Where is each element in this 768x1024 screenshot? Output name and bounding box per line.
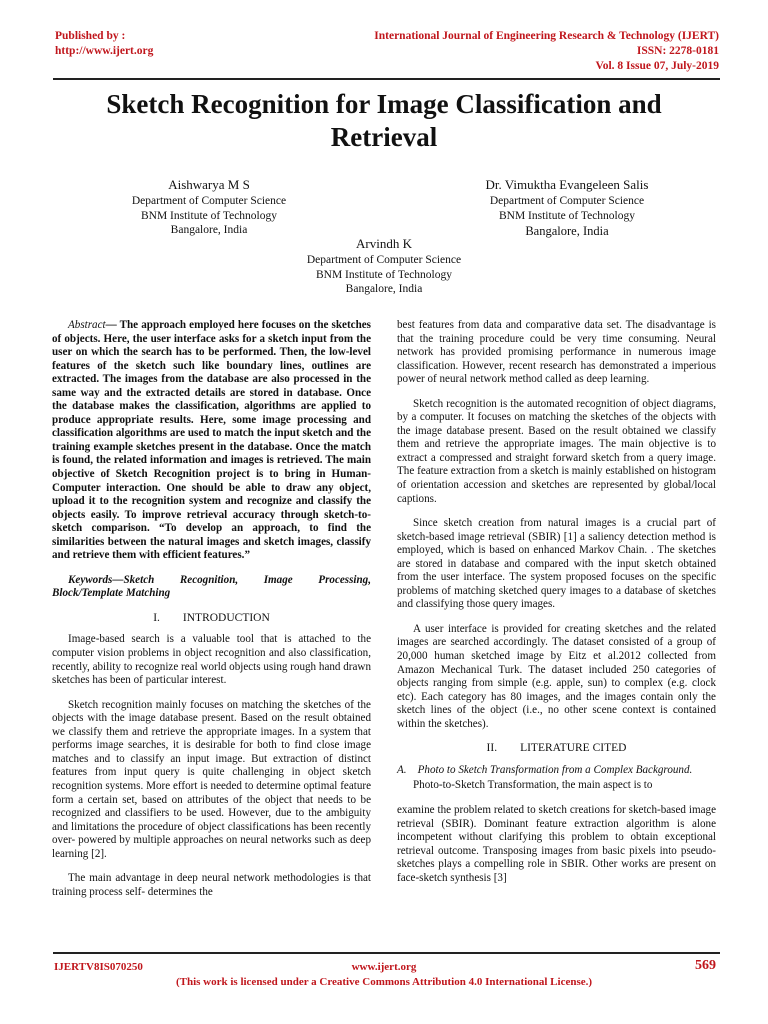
author-block-3 <box>270 235 498 297</box>
keywords-text: Sketch Recognition, Image Processing, Block/Template Matching <box>52 573 371 600</box>
author-name: Dr. Vimuktha Evangeleen Salis <box>485 177 649 192</box>
abstract <box>52 319 371 563</box>
footer-site-link[interactable]: www.ijert.org <box>351 961 417 973</box>
paragraph: Image-based search is a valuable tool that is attached to the computer vision problems in object recognition and also classification, recently, ability to recognize real world objects using rough hand drawn sketches has been of particular interest. <box>52 633 371 687</box>
keywords-label: Keywords— <box>68 573 124 586</box>
paragraph: best features from data and comparative data set. The disadvantage is that the training procedure could be very time consuming. Neural network has provided promising performance in numerous image classification. However, recent research has demonstrated a imperious power of neural network method called as deep learning. <box>397 319 716 386</box>
section-heading: I. INTRODUCTION <box>153 611 270 624</box>
paper-id: IJERTV8IS070250 <box>54 961 143 973</box>
author-name: Aishwarya M S <box>168 177 250 192</box>
author-loc: Bangalore, India <box>170 224 248 236</box>
publisher-label: Published by : <box>55 30 126 42</box>
paper-title <box>40 88 728 154</box>
abstract-label: Abstract <box>68 319 106 331</box>
volume-issue: Vol. 8 Issue 07, July-2019 <box>595 60 719 72</box>
author-inst: BNM Institute of Technology <box>315 268 452 281</box>
section-heading: II. LITERATURE CITED <box>486 742 627 755</box>
abstract-text: The approach employed here focuses on the sketches of objects. Here, the user interface asks for a sketch input from the user on which the search has to be performed. Then, the low-level features of the sketch such like boundary lines, outlines are extracted. The images from the database are also processed in the same way and the extracted details are stored in database. Once the database makes the classification, algorithms are applied to produce appropriate results. Here, some image processing and classification algorithms are used to match the input sketch and the training example sketches present in the database. Once the match is found, the related information and images is retrieved. The main objective of Sketch Recognition project is to bring in Human-Computer interaction. One should be able to draw any object, upload it to the recognition system and recognize and classify the objects easily. To improve retrieval accuracy through sketch-to-sketch comparison. “To develop an approach, to find the similarities between the natural images and sketch images, classify and retrieve them with efficient features.” <box>52 319 371 562</box>
author-block-1 <box>100 176 318 238</box>
header-rule <box>53 78 720 80</box>
author-dept: Department of Computer Science <box>489 195 645 207</box>
header-left <box>55 29 153 59</box>
author-dept: Department of Computer Science <box>306 254 462 266</box>
paragraph: Sketch recognition is the automated recognition of object diagrams, by a computer. It focuses on matching the sketches of the objects with the image database present. Based on the result obtained we classify them and retrieve the appropriate images. The main objective is to extract a compressed and straight forward sketch from a query image. The feature extraction from a sketch is mainly established on histogram of orientation accession and sketches are represented by global/local captions. <box>397 397 716 505</box>
author-dept: Department of Computer Science <box>131 195 287 207</box>
footer-rule <box>53 952 720 954</box>
subsection-heading: A. Photo to Sketch Transformation from a Complex Background. <box>397 763 693 776</box>
author-name: Arvindh K <box>356 236 412 251</box>
paragraph: examine the problem related to sketch creations for sketch-based image retrieval (SBIR). Dominant feature extraction algorithm is alone incompetent without clarifying this problem to obtain exceptional retrieval outcome. Transposing images from basic pixels into pseudo-sketches plays a compelling role in SBIR. Other works are present on face-sketch synthesis [3] <box>397 803 716 884</box>
left-column <box>52 319 371 910</box>
journal-name: International Journal of Engineering Research & Technology (IJERT) <box>374 30 719 42</box>
paragraph: Sketch recognition mainly focuses on matching the sketches of the objects with the image database present. Based on the result obtained we classify them and retrieve the appropriate images. In a system that performs image searches, it is desirable for both to find close image matches and to classify an input image. But extraction of distinct features from input query is quite challenging in object sketch recognition systems. More effort is needed to determine optimal feature form a certain set, based on attributes of the object that needs to be recognized and classifiers to be used. However, due to the ambiguity and limitations the procedure of object classifications has been recently over- powered by multiple approaches on neural networks such as deep learning [2]. <box>52 698 371 860</box>
right-column <box>397 319 716 896</box>
author-loc: Bangalore, India <box>525 224 609 238</box>
author-block-2 <box>448 176 686 239</box>
author-inst: BNM Institute of Technology <box>498 209 635 222</box>
keywords <box>52 574 371 601</box>
paragraph: A user interface is provided for creating sketches and the related images are searched accordingly. The dataset consisted of a group of 20,000 human sketched image by Eitz et al.2012 collected from Amazon Mechanical Turk. The dataset included 250 categories of objects ranging from simple (e.g. apple, sun) to complex (e.g. clock etc). Each category has 80 images, and the images contain only the sketch lines of the object (i.e., no other scene context is contained within the sketches). <box>397 622 716 730</box>
author-inst: BNM Institute of Technology <box>140 209 277 222</box>
abstract-dash: — <box>105 319 117 331</box>
issn: ISSN: 2278-0181 <box>636 45 719 57</box>
paragraph: Since sketch creation from natural images is a crucial part of sketch-based image retrieval (SBIR) [1] a saliency detection method is employed, which is based on enhanced Markov Chain. . The sketches are stored in database and compared with the input sketch obtained from the user interface. The system proposed focuses on the specific problems of matching sketched query images to a database of sketches and classifying those query images. <box>397 517 716 611</box>
author-loc: Bangalore, India <box>345 283 423 295</box>
page-number: 569 <box>695 958 716 973</box>
license-note: (This work is licensed under a Creative Commons Attribution 4.0 International License.) <box>175 976 593 988</box>
paragraph: The main advantage in deep neural network methodologies is that training process self- determines the <box>52 872 371 898</box>
title-line-1: Sketch Recognition for Image Classification and <box>106 89 662 119</box>
paragraph: Photo-to-Sketch Transformation, the main aspect is to <box>413 779 653 792</box>
header-right <box>374 29 719 74</box>
publisher-link[interactable]: http://www.ijert.org <box>55 45 154 57</box>
title-line-2: Retrieval <box>330 122 438 152</box>
